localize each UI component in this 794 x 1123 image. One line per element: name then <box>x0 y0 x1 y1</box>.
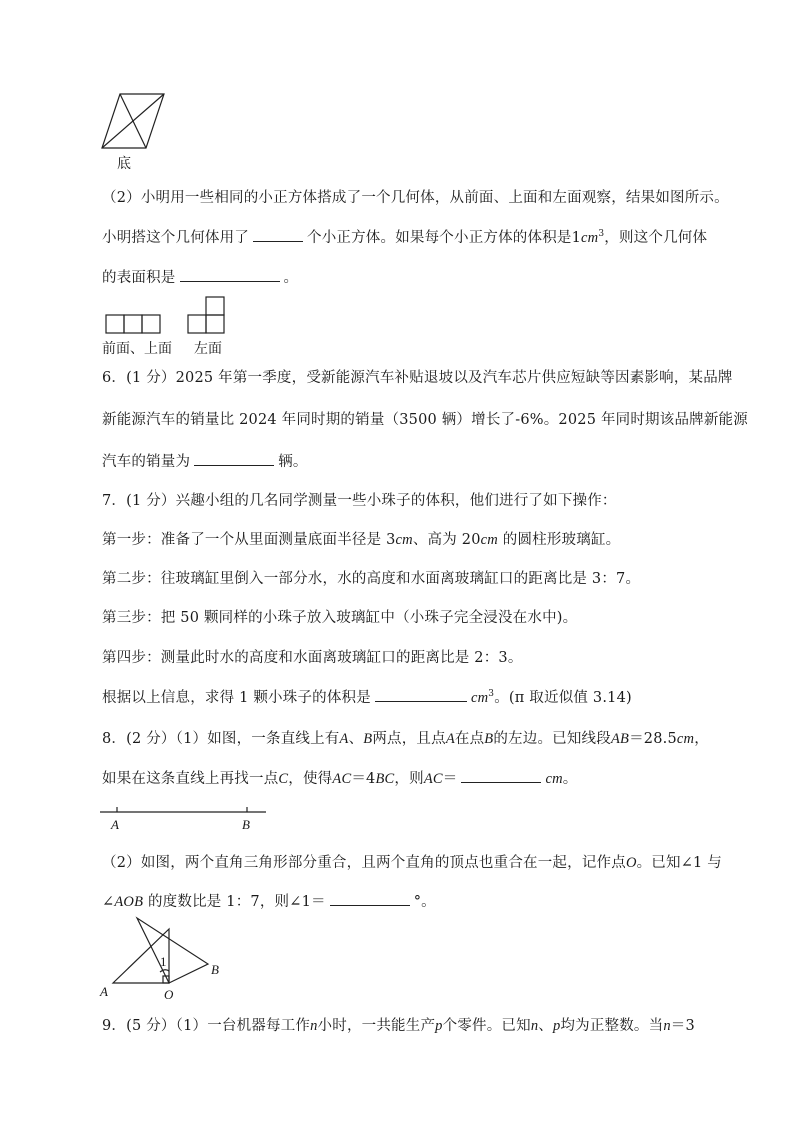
q8-l1-AB: AB <box>610 731 630 747</box>
q7-step2: 第二步：往玻璃缸里倒入一部分水，水的高度和水面离玻璃缸口的距离比是 3：7。 <box>102 571 641 587</box>
q8-l2-d: ，则 <box>394 771 424 787</box>
q9-p: p <box>435 1018 443 1034</box>
q6-line3 <box>102 450 308 471</box>
q8-part2-answer-blank[interactable] <box>330 891 410 906</box>
q8-line1 <box>102 727 709 748</box>
q8-p2-l2-c: °。 <box>413 894 436 910</box>
q7-step1-b: 、高为 20 <box>412 532 481 548</box>
front-view-cell-2 <box>124 315 142 333</box>
q8-line2 <box>102 767 577 788</box>
q8-l1-d: 的左边。已知线段 <box>493 731 611 747</box>
q5-unit-sup: 3 <box>598 229 605 240</box>
q9-l1-d: 均为正整数。当 <box>560 1018 664 1034</box>
q8-l2-AC2: AC <box>423 771 443 787</box>
q8-p2-O: O <box>625 855 637 871</box>
q8-l1-sep: 、 <box>348 731 364 747</box>
q7-step1-a: 第一步：准备了一个从里面测量底面半径是 3 <box>102 532 396 548</box>
left-view-cell-bottom-1 <box>188 315 206 333</box>
q7-step3: 第三步：把 50 颗同样的小珠子放入玻璃缸中（小珠子完全浸没在水中)。 <box>102 610 578 626</box>
segment-label-A: A <box>111 817 119 832</box>
q9-p2: p <box>552 1018 561 1034</box>
q9-n: n <box>310 1018 318 1034</box>
q6-line1: 6．(1 分）2025 年第一季度，受新能源汽车补贴退坡以及汽车芯片供应短缺等因素影响，某品牌 <box>102 370 733 386</box>
q7-step1-unit1: cm <box>395 532 413 548</box>
q8-p2-l1-b: 。已知∠1 与 <box>636 855 722 871</box>
q7-ask <box>102 686 632 707</box>
views-caption-left: 左面 <box>194 341 222 357</box>
q8-l1-A2: A <box>445 731 455 747</box>
q8-l2-AC: AC <box>332 771 352 787</box>
q5-line3-text-b: 。 <box>283 270 299 286</box>
q8-l2-f: 。 <box>562 771 578 787</box>
q6-line3-text-b: 辆。 <box>278 454 308 470</box>
views-caption-front-top: 前面、上面 <box>102 341 172 357</box>
triangle-right <box>137 918 208 983</box>
q8-l2-BC: BC <box>375 771 395 787</box>
q7-step1-unit2: cm <box>480 532 498 548</box>
base-label: 底 <box>117 156 131 172</box>
q9-n2: n <box>530 1018 539 1034</box>
q8-part2-line1 <box>102 851 722 872</box>
q5-part2-line1: （2）小明用一些相同的小正方体搭成了一个几何体，从前面、上面和左面观察，结果如图所示。 <box>102 190 729 206</box>
q5-line2-text-a: 小明搭这个几何体用了 <box>102 230 249 246</box>
q8-l1-c: 在点 <box>454 731 485 747</box>
q8-l1-B: B <box>363 731 373 747</box>
q9-l1-e: ＝3 <box>670 1018 695 1034</box>
q6-answer-blank[interactable] <box>194 451 274 466</box>
q5-part2-line3 <box>102 266 298 287</box>
q7-step4: 第四步：测量此时水的高度和水面离玻璃缸口的距离比是 2：3。 <box>102 650 523 666</box>
views-figure <box>104 296 234 336</box>
q8-l1-B2: B <box>484 731 494 747</box>
q8-l2-C: C <box>278 771 289 787</box>
right-triangles-figure <box>100 916 240 1006</box>
q8-p2-l1-a: （2）如图，两个直角三角形部分重合，且两个直角的顶点也重合在一起，记作点 <box>102 855 626 871</box>
q9-l1-b: 小时，一共能生产 <box>317 1018 436 1034</box>
q5-unit-cm: cm <box>581 230 599 246</box>
q8-l2-c: ＝4 <box>351 771 376 787</box>
q9-l1-c: 个零件。已知 <box>442 1018 531 1034</box>
q8-l1-a: 8．(2 分）（1）如图，一条直线上有 <box>102 731 340 747</box>
q9-l1-a: 9．(5 分）（1）一台机器每工作 <box>102 1018 311 1034</box>
q5-line3-text-a: 的表面积是 <box>102 270 176 286</box>
q8-l2-b: ，使得 <box>288 771 333 787</box>
q8-l2-a: 如果在这条直线上再找一点 <box>102 771 279 787</box>
segment-ab-figure <box>100 804 270 834</box>
q7-ask-a: 根据以上信息，求得 1 颗小珠子的体积是 <box>102 690 371 706</box>
q7-ask-unit: cm <box>470 690 489 706</box>
q5-line2-text-b: 个小正方体。如果每个小正方体的体积是1 <box>307 230 582 246</box>
parallelogram-inner-line <box>120 94 146 148</box>
q6-line2: 新能源汽车的销量比 2024 年同时期的销量（3500 辆）增长了-6%。2025 年同时期该品牌新能源 <box>102 412 748 428</box>
triangle-label-A: A <box>100 984 108 999</box>
front-view-cell-1 <box>106 315 124 333</box>
q8-l1-b: 两点，且点 <box>372 731 446 747</box>
q8-l1-unit: cm <box>676 731 695 747</box>
q5-line2-text-c: ，则这个几何体 <box>604 230 708 246</box>
q6-line3-text-a: 汽车的销量为 <box>102 454 191 470</box>
angle-arc-1 <box>160 970 169 972</box>
q5-answer-blank-area[interactable] <box>180 267 280 282</box>
q7-line1: 7．(1 分）兴趣小组的几名同学测量一些小珠子的体积，他们进行了如下操作： <box>102 493 617 509</box>
triangle-label-O: O <box>164 987 174 1002</box>
q7-ask-sup: 3 <box>488 689 495 700</box>
q8-p2-AOB: AOB <box>114 894 144 910</box>
left-view-cell-top <box>206 297 224 315</box>
q5-part2-line2 <box>102 226 707 247</box>
q7-ask-b: 。(π 取近似值 3.14) <box>494 690 632 706</box>
left-view-cell-bottom-2 <box>206 315 224 333</box>
q8-l1-f: ， <box>694 731 709 747</box>
front-view-cell-3 <box>142 315 160 333</box>
q7-step1-c: 的圆柱形玻璃缸。 <box>497 532 621 548</box>
segment-label-B: B <box>242 817 250 832</box>
q8-p2-l2-a: ∠ <box>102 894 115 910</box>
q8-p2-l2-b: 的度数比是 1：7，则∠1＝ <box>143 894 326 910</box>
q9-line1 <box>102 1014 695 1035</box>
q9-sep: 、 <box>538 1018 553 1034</box>
q8-l1-e: ＝28.5 <box>629 731 677 747</box>
q9-n3: n <box>663 1018 671 1034</box>
q8-l2-unit: cm <box>545 771 563 787</box>
q7-answer-blank[interactable] <box>375 687 467 702</box>
q7-step1 <box>102 528 620 549</box>
q8-part2-line2 <box>102 890 436 911</box>
angle-label-1: 1 <box>160 954 167 969</box>
q8-part1-answer-blank[interactable] <box>461 768 541 783</box>
q8-l1-A: A <box>339 731 349 747</box>
q8-l2-e: ＝ <box>442 771 458 787</box>
triangle-label-B: B <box>211 962 219 977</box>
q5-answer-blank-count[interactable] <box>253 227 303 242</box>
parallelogram-figure <box>100 92 170 152</box>
